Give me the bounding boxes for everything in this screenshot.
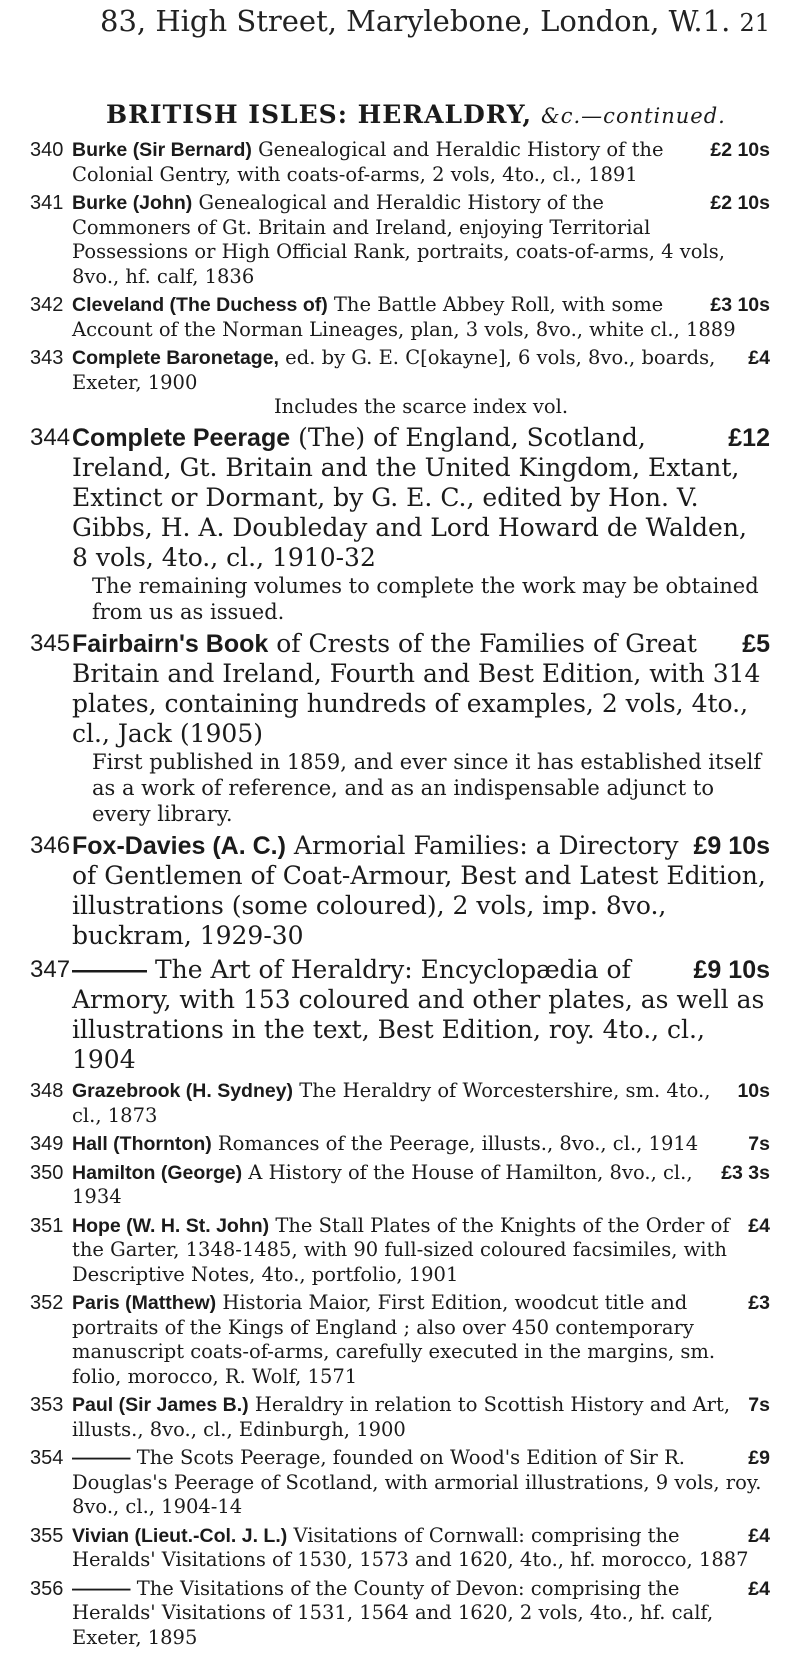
catalogue-entry (30, 346, 770, 419)
running-head (100, 4, 770, 38)
catalogue-entry (30, 1079, 770, 1128)
entry-price: £4 (748, 347, 770, 369)
entry-price: 10s (737, 1080, 770, 1102)
entry-author-title: Paris (Matthew) (72, 1292, 217, 1314)
entry-author-title: Grazebrook (H. Sydney) (72, 1080, 294, 1102)
entry-author-title: Hope (W. H. St. John) (72, 1214, 270, 1237)
entry-author-title: ——— (72, 1447, 131, 1469)
entry-number: 346 (30, 832, 71, 859)
catalogue-entry (30, 293, 770, 342)
catalogue-entry (30, 955, 770, 1075)
catalogue-entry (30, 1446, 770, 1520)
entry-number: 352 (30, 1292, 64, 1314)
catalogue-entry (30, 629, 770, 827)
entry-price: 7s (748, 1394, 770, 1416)
entry-note: First published in 1859, and ever since it has established itself as a work of reference, and as an indispensable adjunct to every library. (92, 750, 762, 826)
entry-description: The Battle Abbey Roll, with some Account of the Norman Lineages, plan, 3 vols, 8vo., white cl., 1889 (72, 293, 736, 341)
entry-price: £3 3s (721, 1161, 770, 1184)
entry-author-title: Cleveland (The Duchess of) (72, 294, 328, 316)
entry-price: 7s (748, 1133, 770, 1155)
entry-number: 353 (30, 1394, 64, 1416)
entry-description: Historia Maior, First Edition, woodcut title and portraits of the Kings of England ; also over 450 contemporary manuscript coats-of-arms, carefully executed in the margins, sm. folio, morocco, R. Wolf, 1571 (72, 1291, 716, 1388)
entry-number: 348 (30, 1080, 64, 1102)
entry-price: £12 (728, 424, 770, 452)
entry-number: 350 (30, 1161, 64, 1184)
entry-author-title: ——— (72, 956, 147, 984)
entry-price: £9 (748, 1447, 770, 1469)
entry-description: ed. by G. E. C[okayne], 6 vols, 8vo., boards, Exeter, 1900 (72, 346, 716, 394)
entry-number: 351 (30, 1214, 64, 1237)
catalogue-entry (30, 1577, 770, 1651)
entry-description: Genealogical and Heraldic History of the Commoners of Gt. Britain and Ireland, enjoying Territorial Possessions or High Official Rank, portraits, coats-of-arms, 4 vols, 8vo., hf. calf, 1836 (72, 191, 725, 288)
entry-number: 356 (30, 1577, 64, 1600)
catalogue-entry (30, 138, 770, 187)
shop-address: 83, High Street, Marylebone, London, W.1. (100, 4, 731, 38)
entry-price: £4 (748, 1577, 770, 1600)
catalogue-entry (30, 1524, 770, 1573)
entry-number: 342 (30, 294, 64, 316)
entry-description: The Visitations of the County of Devon: comprising the Heralds' Visitations of 1531, 1564 and 1620, 2 vols, 4to., hf. calf, Exeter, 1895 (72, 1576, 714, 1649)
entry-description: Armorial Families: a Directory of Gentlemen of Coat-Armour, Best and Latest Edition, illustrations (some coloured), 2 vols, imp. 8vo., buckram, 1929-30 (72, 831, 766, 950)
catalogue-entry (30, 191, 770, 289)
entry-description: The Stall Plates of the Knights of the Order of the Garter, 1348-1485, with 90 full-sized coloured facsimiles, with Descriptive Notes, 4to., portfolio, 1901 (72, 1213, 730, 1286)
entry-author-title: Paul (Sir James B.) (72, 1394, 249, 1416)
entry-number: 347 (30, 956, 71, 983)
entry-author-title: Burke (John) (72, 192, 193, 214)
entry-author-title: Fox-Davies (A. C.) (72, 832, 286, 860)
entry-description: Genealogical and Heraldic History of the Colonial Gentry, with coats-of-arms, 2 vols, 4to., cl., 1891 (72, 138, 664, 186)
entry-number: 341 (30, 192, 64, 214)
entry-description: The Heraldry of Worcestershire, sm. 4to., cl., 1873 (72, 1079, 711, 1127)
entry-price: £2 10s (710, 192, 770, 214)
entry-author-title: Vivian (Lieut.-Col. J. L.) (72, 1524, 288, 1547)
entry-author-title: ——— (72, 1577, 131, 1600)
entry-note: Includes the scarce index vol. (273, 395, 569, 418)
entry-number: 343 (30, 347, 64, 369)
entry-description: The Scots Peerage, founded on Wood's Edition of Sir R. Douglas's Peerage of Scotland, with armorial illustrations, 9 vols, roy. 8vo., cl., 1904-14 (72, 1446, 762, 1518)
entry-number: 354 (30, 1447, 64, 1469)
entry-author-title: Hamilton (George) (72, 1161, 243, 1184)
entry-number: 355 (30, 1524, 64, 1547)
entry-price: £5 (742, 630, 770, 658)
catalogue-entry (30, 1291, 770, 1389)
entry-price: £4 (748, 1214, 770, 1237)
catalogue-entry (30, 831, 770, 951)
entry-number: 349 (30, 1133, 64, 1155)
page-number: 21 (739, 9, 770, 37)
section-heading: BRITISH ISLES: HERALDRY, (106, 100, 533, 129)
entry-number: 344 (30, 424, 71, 451)
entry-number: 345 (30, 630, 71, 657)
entry-price: £3 (748, 1292, 770, 1314)
section-continued: &c.—continued. (541, 104, 726, 128)
catalogue-entry (30, 1393, 770, 1442)
entry-number: 340 (30, 139, 64, 161)
catalogue-entry (30, 423, 770, 625)
entry-author-title: Complete Baronetage, (72, 347, 279, 369)
entry-price: £9 10s (693, 956, 770, 984)
entry-description: Heraldry in relation to Scottish History and Art, illusts., 8vo., cl., Edinburgh, 1900 (72, 1393, 731, 1441)
catalogue-entry (30, 1161, 770, 1210)
entry-price: £9 10s (693, 832, 770, 860)
entry-description: A History of the House of Hamilton, 8vo., cl., 1934 (72, 1160, 693, 1208)
entry-description: Visitations of Cornwall: comprising the Heralds' Visitations of 1530, 1573 and 1620, 4to., hf. morocco, 1887 (72, 1523, 749, 1571)
entry-price: £2 10s (710, 139, 770, 161)
entry-note: The remaining volumes to complete the work may be obtained from us as issued. (92, 574, 759, 624)
entry-description: of Crests of the Families of Great Britain and Ireland, Fourth and Best Edition, with 314 plates, containing hundreds of examples, 2 vols, 4to., cl., Jack (1905) (72, 629, 761, 748)
entry-price: £3 10s (710, 294, 770, 316)
entry-description: The Art of Heraldry: Encyclopædia of Armory, with 153 coloured and other plates, as well as illustrations in the text, Best Edition, roy. 4to., cl., 1904 (72, 955, 765, 1074)
catalogue-entry (30, 1214, 770, 1288)
entry-author-title: Hall (Thornton) (72, 1133, 212, 1155)
catalogue-entry (30, 1132, 770, 1157)
entry-author-title: Burke (Sir Bernard) (72, 139, 252, 161)
entry-description: (The) of England, Scotland, Ireland, Gt. Britain and the United Kingdom, Extant, Extinct or Dormant, by G. E. C., edited by Hon. V. Gibbs, H. A. Doubleday and Lord Howard de Walden, 8 vols, 4to., cl., 1910-32 (72, 423, 747, 572)
entry-author-title: Fairbairn's Book (72, 630, 269, 658)
entry-list (30, 138, 770, 1654)
entry-price: £4 (748, 1524, 770, 1547)
entry-author-title: Complete Peerage (72, 424, 291, 452)
entry-description: Romances of the Peerage, illusts., 8vo., cl., 1914 (217, 1132, 699, 1155)
section-title (106, 100, 770, 129)
